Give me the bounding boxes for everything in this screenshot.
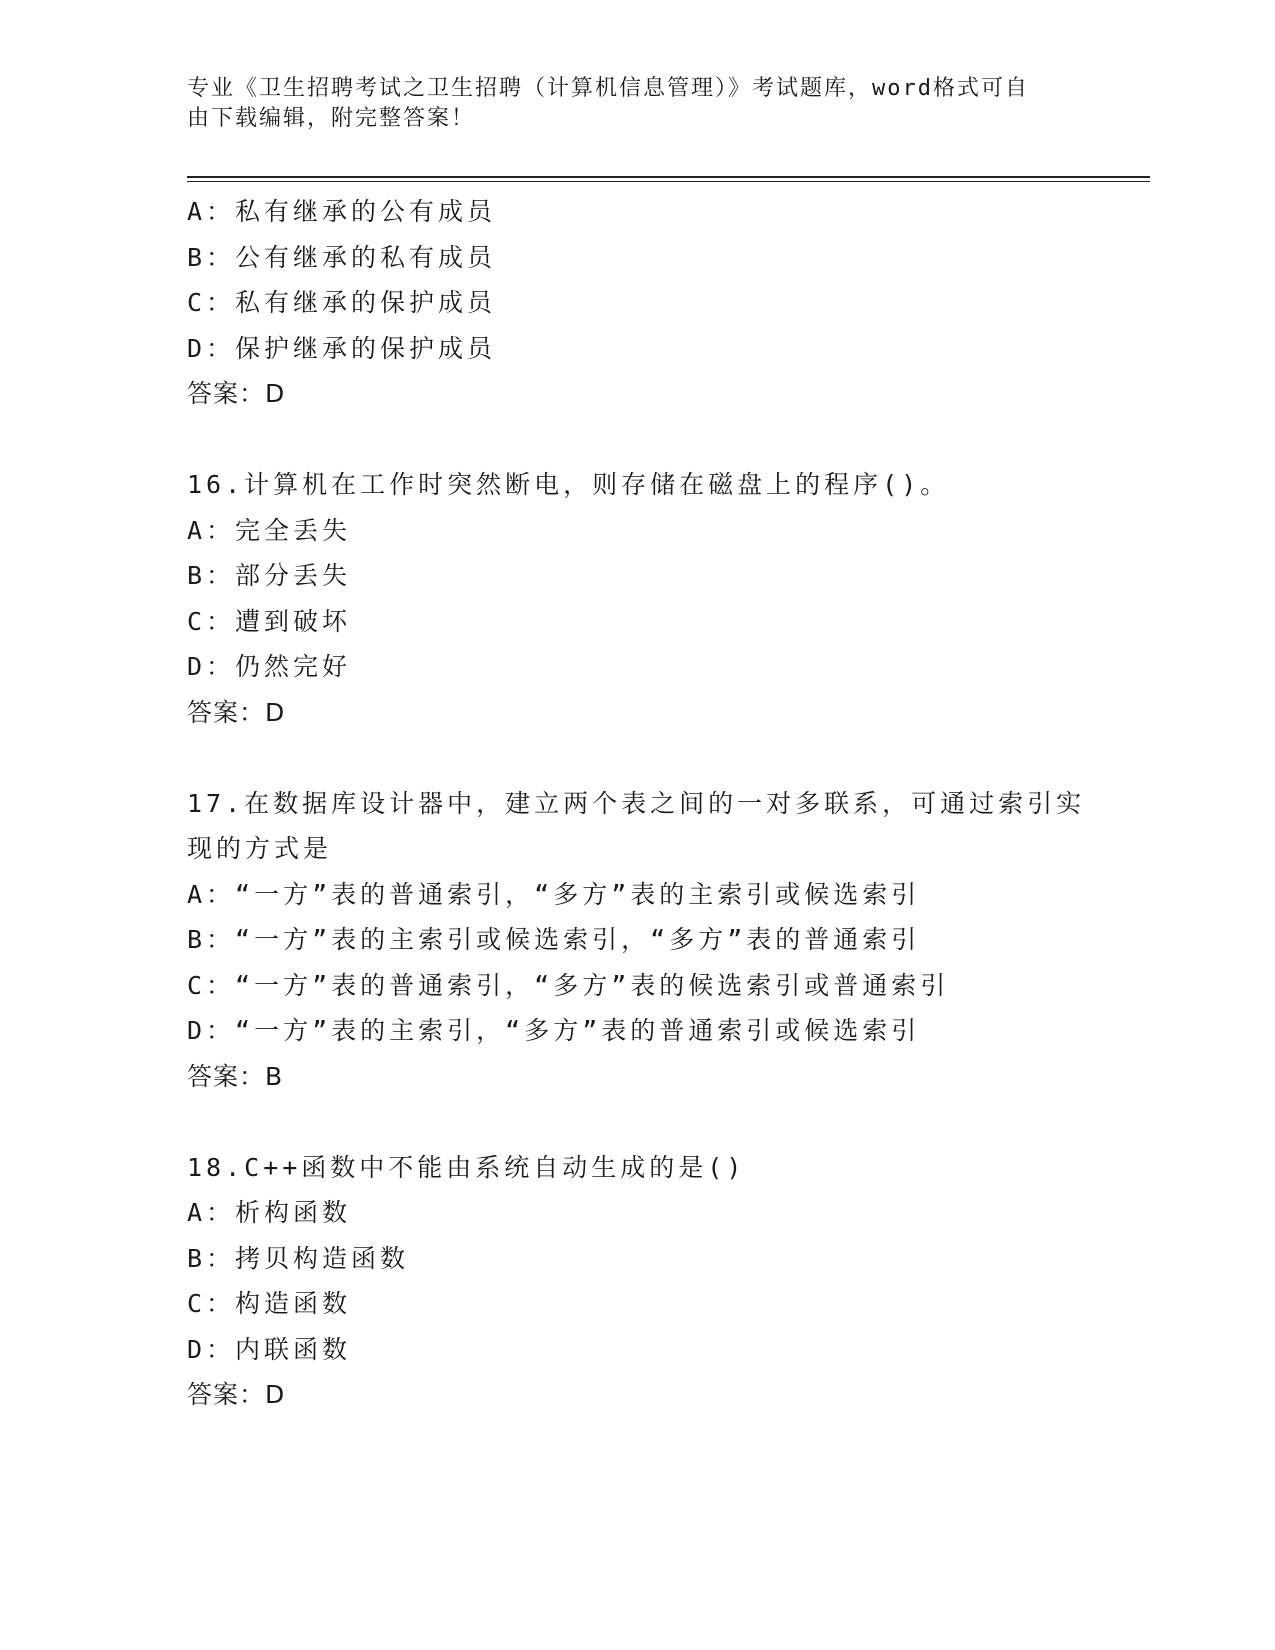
spacer <box>187 735 1087 781</box>
option-d: D：仍然完好 <box>187 652 352 681</box>
option-c: C：“一方”表的普通索引，“多方”表的候选索引或普通索引 <box>187 970 950 1000</box>
option-c: C：构造函数 <box>187 1289 352 1318</box>
question-stem-continued: 现的方式是 <box>187 834 333 863</box>
option-b: B：部分丢失 <box>187 561 352 590</box>
answer-line: 答案：D <box>187 1380 286 1409</box>
question-stem: 17.在数据库设计器中，建立两个表之间的一对多联系，可通过索引实 <box>187 788 1086 818</box>
answer-line: 答案：B <box>187 1061 284 1091</box>
question-stem: 16.计算机在工作时突然断电，则存储在磁盘上的程序()。 <box>187 470 950 499</box>
spacer <box>187 417 1087 463</box>
option-c: C：私有继承的保护成员 <box>187 288 497 317</box>
answer-line: 答案：D <box>187 379 286 408</box>
header-line-2: 由下载编辑，附完整答案！ <box>187 106 476 131</box>
option-c: C：遭到破坏 <box>187 606 352 636</box>
question-list <box>187 189 1087 1418</box>
document-header <box>187 74 1067 134</box>
header-line-1: 专业《卫生招聘考试之卫生招聘（计算机信息管理）》考试题库，word格式可自 <box>187 76 1029 101</box>
question-17 <box>187 781 1087 1100</box>
option-b: B：拷贝构造函数 <box>187 1243 410 1273</box>
spacer <box>187 1099 1087 1145</box>
question-18 <box>187 1145 1087 1418</box>
question-stem: 18.C++函数中不能由系统自动生成的是() <box>187 1152 746 1182</box>
option-d: D：内联函数 <box>187 1334 352 1364</box>
header-divider-thin <box>187 181 1150 182</box>
option-a: A：析构函数 <box>187 1198 352 1227</box>
option-d: D：“一方”表的主索引，“多方”表的普通索引或候选索引 <box>187 1016 921 1045</box>
question-16 <box>187 462 1087 735</box>
answer-line: 答案：D <box>187 697 286 727</box>
option-a: A：完全丢失 <box>187 515 352 545</box>
continued-question <box>187 189 1087 417</box>
option-d: D：保护继承的保护成员 <box>187 333 497 363</box>
option-b: B：公有继承的私有成员 <box>187 242 497 272</box>
option-a: A：私有继承的公有成员 <box>187 197 497 226</box>
option-b: B：“一方”表的主索引或候选索引，“多方”表的普通索引 <box>187 925 921 954</box>
header-divider-thick <box>187 176 1150 178</box>
option-a: A：“一方”表的普通索引，“多方”表的主索引或候选索引 <box>187 879 921 909</box>
